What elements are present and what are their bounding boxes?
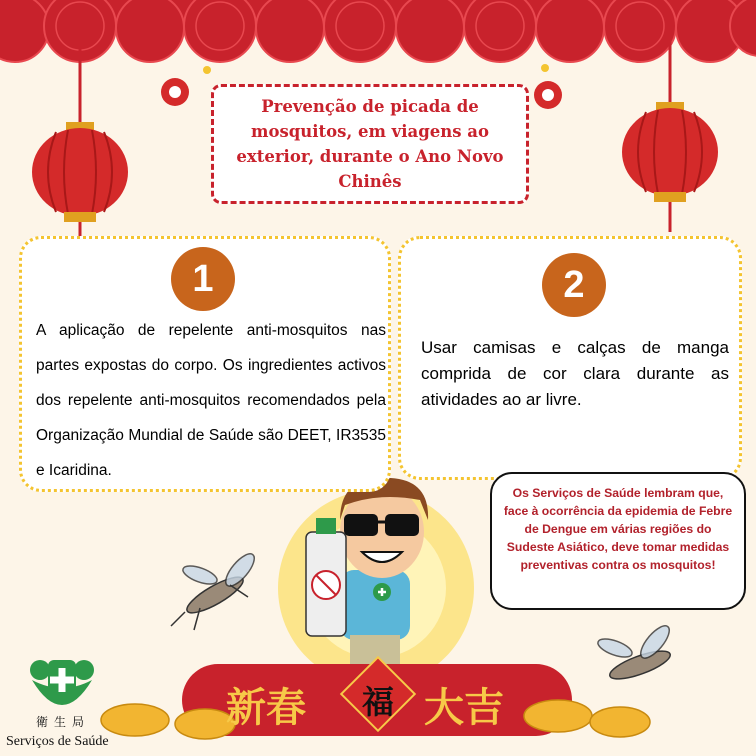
top-scallop-border [0,0,756,62]
mosquito-icon [171,550,259,630]
title-box [211,84,529,204]
speech-bubble: Os Serviços de Saúde lembram que, face à ocorrência da epidemia de Febre de Dengue em várias regiões do Sudeste Asiático, deve tomar medidas preventivas contra os mosquitos! [490,472,746,610]
page-title: Prevenção de picada de mosquitos, em viagens ao exterior, durante o Ano Novo Chinês [236,97,504,191]
banner-text-right: 大吉 [424,684,504,731]
tip-text: Usar camisas e calças de manga comprida de cor clara durante as atividades ao ar livre. [421,338,729,409]
banner-fu-character: 福 [361,683,394,721]
logo-name-portuguese: Serviços de Saúde [6,734,109,749]
banner-text-left: 新春 [226,684,306,731]
tip-text: A aplicação de repelente anti-mosquitos nas partes expostas do corpo. Os ingredientes activos dos repelente anti-mosquitos recomendados pela Organização Mundial de Saúde são DEET, IR3535 e Icaridina. [36,322,386,479]
repellent-spray-icon [306,518,346,636]
logo-name-chinese: 衛生局 [36,715,91,729]
mosquito-icon [596,622,674,685]
tip-number-badge: 2 [542,253,606,317]
tip-card-2 [398,236,742,480]
tip-number-badge: 1 [171,247,235,311]
tip-card-1 [19,236,391,492]
lantern-icon [32,40,128,252]
lantern-icon [622,40,718,232]
health-services-logo-icon [30,660,94,705]
